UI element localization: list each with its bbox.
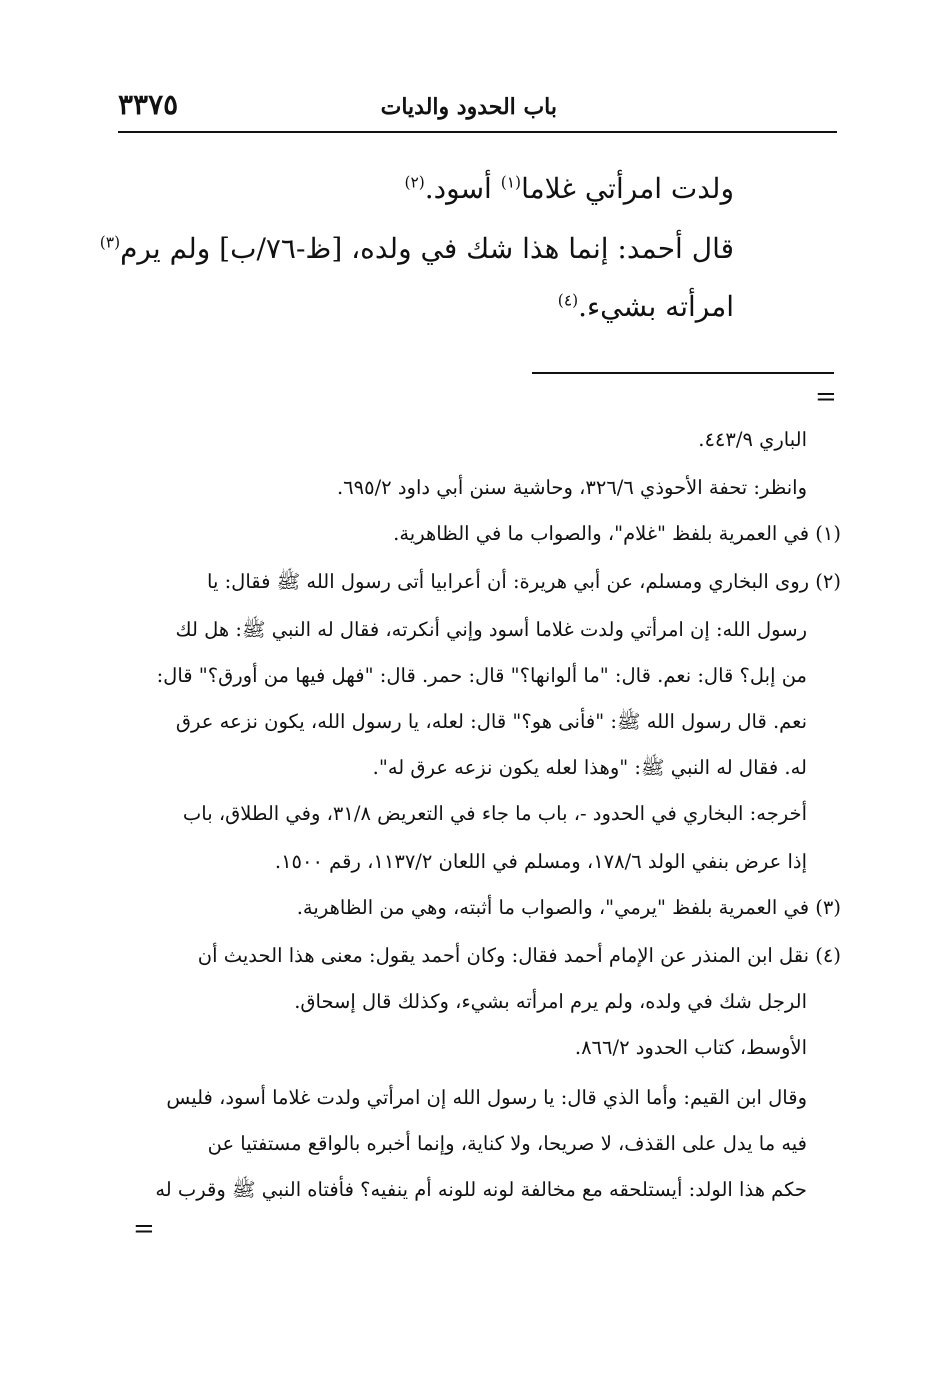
main-line-2 — [100, 232, 734, 265]
footnote-line: أخرجه: البخاري في الحدود -، باب ما جاء في التعريض ٣١/٨، وفي الطلاق، باب — [182, 802, 807, 825]
chapter-title: باب الحدود والديات — [380, 94, 557, 120]
footnote-line: الرجل شك في ولده، ولم يرم امرأته بشيء، وكذلك قال إسحاق. — [294, 990, 807, 1013]
footnote-line: وقال ابن القيم: وأما الذي قال: يا رسول الله إن امرأتي ولدت غلاما أسود، فليس — [166, 1086, 807, 1109]
footnote-ref-1: (١) — [500, 173, 522, 192]
page-header — [118, 88, 837, 128]
footnote-line: (٤) نقل ابن المنذر عن الإمام أحمد فقال: وكان أحمد يقول: معنى هذا الحديث أن — [197, 944, 841, 967]
footnote-line: إذا عرض بنفي الولد ١٧٨/٦، ومسلم في اللعان ١١٣٧/٢، رقم ١٥٠٠. — [274, 850, 807, 873]
footnote-line: رسول الله: إن امرأتي ولدت غلاما أسود وإني أنكرته، فقال له النبي ﷺ: هل لك — [175, 618, 807, 641]
footnote-line: (٢) روى البخاري ومسلم، عن أبي هريرة: أن أعرابيا أتى رسول الله ﷺ فقال: يا — [207, 570, 841, 593]
footnote-line: نعم. قال رسول الله ﷺ: "فأنى هو؟" قال: لعله، يا رسول الله، يكون نزعه عرق — [175, 710, 807, 733]
main-line-1 — [404, 172, 734, 205]
footnote-line: من إبل؟ قال: نعم. قال: "ما ألوانها؟" قال: حمر. قال: "فهل فيها من أورق؟" قال: — [156, 664, 807, 687]
footnote-ref-2: (٢) — [404, 173, 425, 192]
page-number: ٣٣٧٥ — [118, 88, 179, 121]
main-line-1-text-b: أسود. — [424, 172, 501, 205]
footnote-line: (٣) في العمرية بلفظ "يرمي"، والصواب ما أثبته، وهي من الظاهرية. — [296, 896, 841, 919]
footnote-line: الباري ٤٤٣/٩. — [698, 428, 807, 451]
footnote-ref-4: (٤) — [557, 291, 579, 310]
header-rule — [118, 131, 837, 133]
footnote-line: فيه ما يدل على القذف، لا صريحا، ولا كناية، وإنما أخبره بالواقع مستفتيا عن — [207, 1132, 807, 1155]
main-line-2-text: قال أحمد: إنما هذا شك في ولده، [ظ-٧٦/ب] ولم يرم — [120, 232, 734, 265]
footnote-line: الأوسط، كتاب الحدود ٨٦٦/٢. — [574, 1036, 807, 1059]
footnote-separator — [532, 372, 834, 374]
footnote-line: وانظر: تحفة الأحوذي ٣٢٦/٦، وحاشية سنن أبي داود ٦٩٥/٢. — [336, 476, 807, 499]
footnote-line: حكم هذا الولد: أيستلحقه مع مخالفة لونه للونه أم ينفيه؟ فأفتاه النبي ﷺ وقرب له — [155, 1178, 807, 1201]
continuation-mark-top: = — [815, 382, 837, 412]
footnote-line: (١) في العمرية بلفظ "غلام"، والصواب ما في الظاهرية. — [393, 522, 841, 545]
main-line-3-text: امرأته بشيء. — [578, 290, 734, 323]
footnote-ref-3: (٣) — [99, 233, 121, 252]
continuation-mark-bottom: = — [133, 1214, 155, 1244]
footnote-line: له. فقال له النبي ﷺ: "وهذا لعله يكون نزعه عرق له". — [372, 756, 807, 779]
main-line-3 — [558, 290, 734, 323]
main-line-1-text-a: ولدت امرأتي غلاما — [521, 172, 734, 205]
